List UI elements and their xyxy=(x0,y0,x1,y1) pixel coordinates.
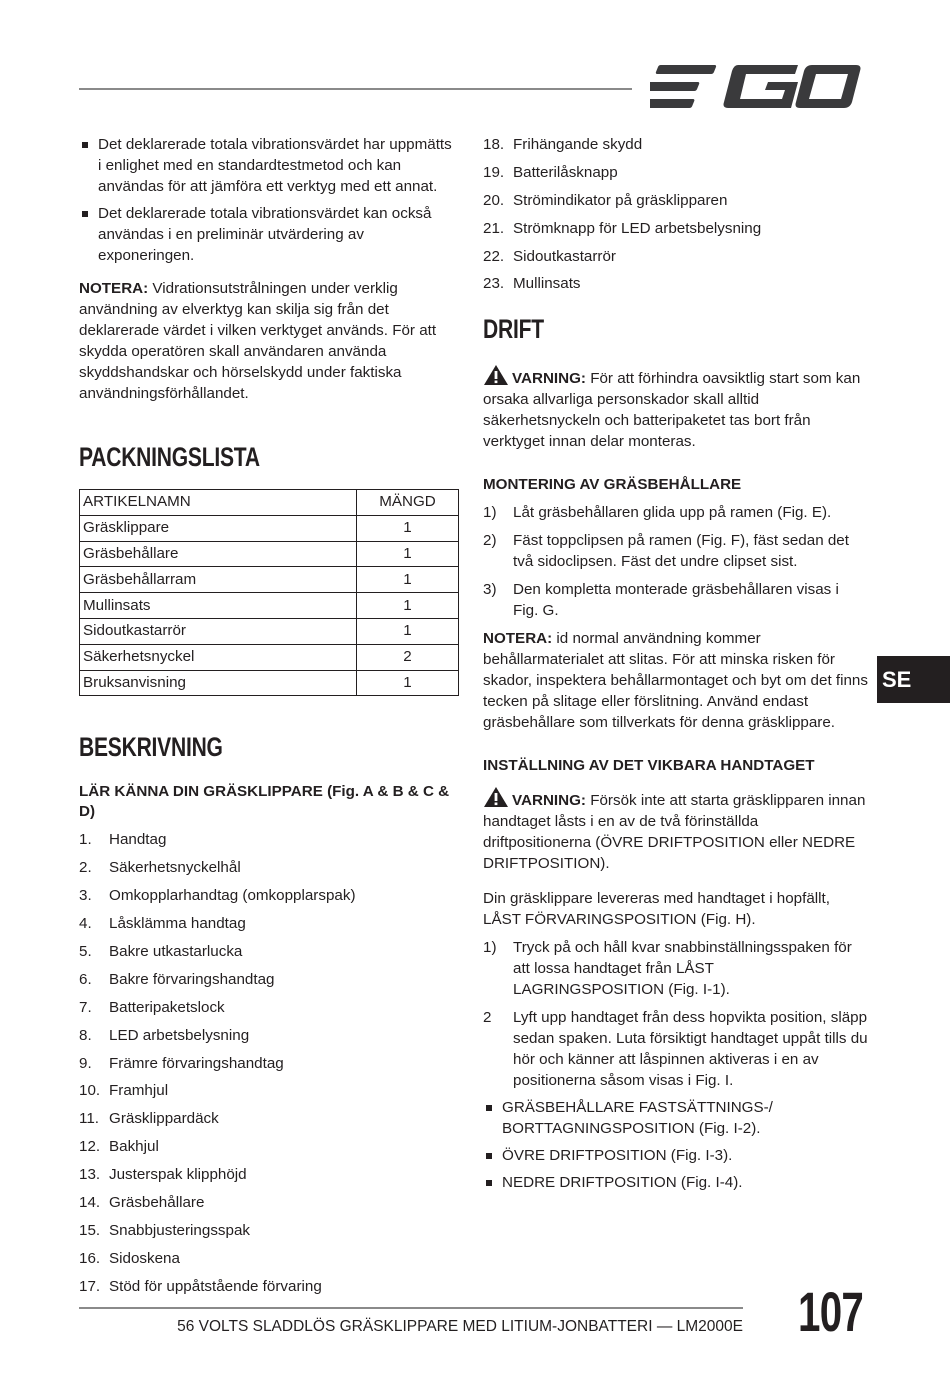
item-number: 7. xyxy=(79,998,92,1016)
item-number: 4. xyxy=(79,915,92,933)
table-row xyxy=(80,618,459,644)
list-item xyxy=(483,218,868,239)
handle-intro: Din gräsklippare levereras med handtaget i hopfällt, LÅST FÖRVARINGSPOSITION (Fig. H). xyxy=(483,890,830,929)
list-item xyxy=(79,1136,459,1157)
list-item xyxy=(79,1192,459,1213)
list-item xyxy=(79,1220,459,1241)
left-column xyxy=(79,134,459,1304)
position-bullet: ÖVRE DRIFTPOSITION (Fig. I-3). xyxy=(483,1145,868,1166)
item-text: LED arbetsbelysning xyxy=(109,1026,250,1044)
item-text: Säkerhetsnyckelhål xyxy=(109,859,241,877)
position-bullet: NEDRE DRIFTPOSITION (Fig. I-4). xyxy=(483,1172,868,1193)
page-number: 107 xyxy=(798,1280,864,1343)
list-item xyxy=(79,1108,459,1129)
item-number: 12. xyxy=(79,1138,101,1156)
step-item xyxy=(483,1007,868,1091)
list-item xyxy=(79,885,459,906)
vibration-bullet: Det deklarerade totala vibrationsvärdet har uppmätts i enlighet med en standardtestmetod och kan användas för att jämföra ett verktyg med ett annat. xyxy=(79,134,459,197)
item-text: Gräsbehållare xyxy=(109,1193,205,1211)
item-text: Den kompletta monterade gräsbehållaren visas i Fig. G. xyxy=(513,581,839,620)
table-cell: Säkerhetsnyckel xyxy=(80,644,357,670)
item-text: Sidoskena xyxy=(109,1249,180,1267)
list-item xyxy=(79,913,459,934)
item-number: 9. xyxy=(79,1054,92,1072)
table-cell: 1 xyxy=(357,541,459,567)
table-cell: 1 xyxy=(357,593,459,619)
table-row xyxy=(80,644,459,670)
bullet-square-icon xyxy=(486,1105,492,1111)
table-cell: Gräsbehållare xyxy=(80,541,357,567)
item-text: Framhjul xyxy=(109,1082,169,1100)
item-number: 22. xyxy=(483,247,505,265)
item-text: Strömknapp för LED arbetsbelysning xyxy=(513,219,762,237)
list-item xyxy=(79,1164,459,1185)
item-number: 1) xyxy=(483,504,497,522)
item-text: Snabbjusteringsspak xyxy=(109,1221,250,1239)
ego-logo xyxy=(650,62,862,112)
item-text: Tryck på och håll kvar snabbinställningsspaken för att lossa handtaget från LÅST LAGRINGSPOSITION (Fig. I-1). xyxy=(513,939,852,999)
item-number: 19. xyxy=(483,163,505,181)
item-number: 5. xyxy=(79,942,92,960)
list-item xyxy=(483,162,868,183)
item-text: Bakre förvaringshandtag xyxy=(109,970,275,988)
item-number: 11. xyxy=(79,1110,99,1128)
list-item xyxy=(79,1248,459,1269)
table-cell: Gräsbehållarram xyxy=(80,567,357,593)
drift-title: DRIFT xyxy=(483,314,544,345)
item-number: 17. xyxy=(79,1277,101,1295)
packing-list-title: PACKNINGSLISTA xyxy=(79,442,260,472)
item-text: Låsklämma handtag xyxy=(109,915,246,933)
description-title: BESKRIVNING xyxy=(79,732,223,763)
vibration-bullet: Det deklarerade totala vibrationsvärdet kan också användas i en preliminär utvärdering av exponeringen. xyxy=(79,203,459,266)
item-text: Strömindikator på gräsklipparen xyxy=(513,191,728,209)
bullet-square-icon xyxy=(486,1180,492,1186)
list-item xyxy=(79,1053,459,1074)
bullet-square-icon xyxy=(82,142,88,148)
item-number: 2) xyxy=(483,532,497,550)
table-cell: 1 xyxy=(357,567,459,593)
item-text: Låt gräsbehållaren glida upp på ramen (Fig. E). xyxy=(513,504,832,522)
language-tab: SE xyxy=(877,656,950,703)
table-cell: Bruksanvisning xyxy=(80,670,357,696)
item-text: Gräsklippardäck xyxy=(109,1110,219,1128)
item-number: 21. xyxy=(483,219,505,237)
item-number: 10. xyxy=(79,1082,101,1100)
item-text: Mullinsats xyxy=(513,275,581,293)
list-item xyxy=(483,190,868,211)
item-text: Bakhjul xyxy=(109,1138,159,1156)
list-item xyxy=(79,997,459,1018)
table-cell: Gräsklippare xyxy=(80,515,357,541)
item-text: Omkopplarhandtag (omkopplarspak) xyxy=(109,887,356,905)
note-paragraph: NOTERA: Vidrationsutstrålningen under verklig användning av elverktyg kan skilja sig från det deklarerade värdet i vilken verktyget används. För att skydda operatören skall användaren använda skyddshandskar och hörselskydd under faktiska användningsförhållandet. xyxy=(79,280,437,402)
list-item xyxy=(79,969,459,990)
footer-text: 56 VOLTS SLADDLÖS GRÄSKLIPPARE MED LITIUM-JONBATTERI — LM2000E xyxy=(177,1318,743,1335)
step-item xyxy=(483,579,868,621)
position-bullet: GRÄSBEHÅLLARE FASTSÄTTNINGS-/ BORTTAGNINGSPOSITION (Fig. I-2). xyxy=(483,1097,868,1139)
table-row xyxy=(80,593,459,619)
step-item xyxy=(483,937,868,1000)
warning-triangle-icon xyxy=(483,786,509,808)
mount-title: MONTERING AV GRÄSBEHÅLLARE xyxy=(483,476,742,494)
handle-title: INSTÄLLNING AV DET VIKBARA HANDTAGET xyxy=(483,757,815,775)
table-row xyxy=(80,670,459,696)
item-text: Främre förvaringshandtag xyxy=(109,1054,284,1072)
item-text: Batteripaketslock xyxy=(109,998,225,1016)
item-number: 6. xyxy=(79,970,92,988)
item-text: Handtag xyxy=(109,831,167,849)
list-item xyxy=(483,273,868,294)
item-text: Batterilåsknapp xyxy=(513,163,618,181)
item-text: Bakre utkastarlucka xyxy=(109,942,243,960)
item-number: 14. xyxy=(79,1193,101,1211)
item-number: 15. xyxy=(79,1221,101,1239)
item-text: Frihängande skydd xyxy=(513,136,643,153)
list-item xyxy=(79,941,459,962)
table-cell: 1 xyxy=(357,618,459,644)
list-item xyxy=(79,857,459,878)
list-item xyxy=(483,134,868,155)
header-rule xyxy=(79,88,632,90)
handle-steps xyxy=(483,937,868,1091)
item-number: 16. xyxy=(79,1249,101,1267)
list-item xyxy=(79,1080,459,1101)
item-number: 1) xyxy=(483,939,497,957)
table-cell: 1 xyxy=(357,515,459,541)
item-text: Justerspak klipphöjd xyxy=(109,1166,247,1184)
warning-triangle-icon xyxy=(483,364,509,386)
table-cell: 1 xyxy=(357,670,459,696)
mount-steps xyxy=(483,502,868,621)
item-number: 3. xyxy=(79,887,92,905)
table-row xyxy=(80,541,459,567)
item-number: 20. xyxy=(483,191,505,209)
step-item xyxy=(483,502,868,523)
item-number: 23. xyxy=(483,275,505,293)
item-number: 2. xyxy=(79,859,92,877)
footer-rule xyxy=(79,1307,743,1309)
item-number: 13. xyxy=(79,1166,101,1184)
packing-table xyxy=(79,489,459,696)
table-cell: Sidoutkastarrör xyxy=(80,618,357,644)
item-text: Fäst toppclipsen på ramen (Fig. F), fäst sedan det två sidoclipsen. Fäst det undre clipset sist. xyxy=(513,532,849,571)
parts-list xyxy=(79,829,459,1296)
table-row xyxy=(80,515,459,541)
parts-list xyxy=(483,134,868,294)
list-item xyxy=(79,1276,459,1297)
item-number: 18. xyxy=(483,136,505,153)
item-number: 8. xyxy=(79,1026,92,1044)
warning-paragraph: VARNING: För att förhindra oavsiktlig start som kan orsaka allvarliga personskador skall alltid säkerhetsnyckeln och batteripaketet tas bort från verktyget innan delar monteras. xyxy=(483,364,868,452)
item-text: Lyft upp handtaget från dess hopvikta position, släpp sedan spaken. Luta försiktigt handtaget uppåt tills du hör och känner att låspinnen aktiveras i en av positionerna såsom visas i Fig. I. xyxy=(513,1009,868,1090)
item-text: Sidoutkastarrör xyxy=(513,247,616,265)
note-paragraph: NOTERA: id normal användning kommer behållarmaterialet att slitas. För att minska risken för skador, inspektera behållarmontaget och byt om det finns tecken på slitage eller förslitning. Använd endast gräsbehållare som tillverkats för denna gräsklippare. xyxy=(483,630,868,732)
table-header-cell: ARTIKELNAMN xyxy=(80,490,357,516)
warning-paragraph: VARNING: Försök inte att starta gräsklipparen innan handtaget låsts i en av de två förinställda driftpositionerna (ÖVRE DRIFTPOSITION eller NEDRE DRIFTPOSITION). xyxy=(483,786,868,874)
table-row xyxy=(80,567,459,593)
table-header-cell: MÄNGD xyxy=(357,490,459,516)
table-header-row xyxy=(80,490,459,516)
bullet-square-icon xyxy=(486,1153,492,1159)
description-subtitle: LÄR KÄNNA DIN GRÄSKLIPPARE (Fig. A & B & C & D) xyxy=(79,783,450,821)
item-number: 3) xyxy=(483,581,497,599)
step-item xyxy=(483,530,868,572)
table-cell: Mullinsats xyxy=(80,593,357,619)
list-item xyxy=(79,829,459,850)
right-column xyxy=(483,134,868,1199)
item-number: 1. xyxy=(79,831,92,849)
item-text: Stöd för uppåtstående förvaring xyxy=(109,1277,322,1295)
table-cell: 2 xyxy=(357,644,459,670)
item-number: 2 xyxy=(483,1009,492,1027)
list-item xyxy=(79,1025,459,1046)
list-item xyxy=(483,246,868,267)
bullet-square-icon xyxy=(82,211,88,217)
